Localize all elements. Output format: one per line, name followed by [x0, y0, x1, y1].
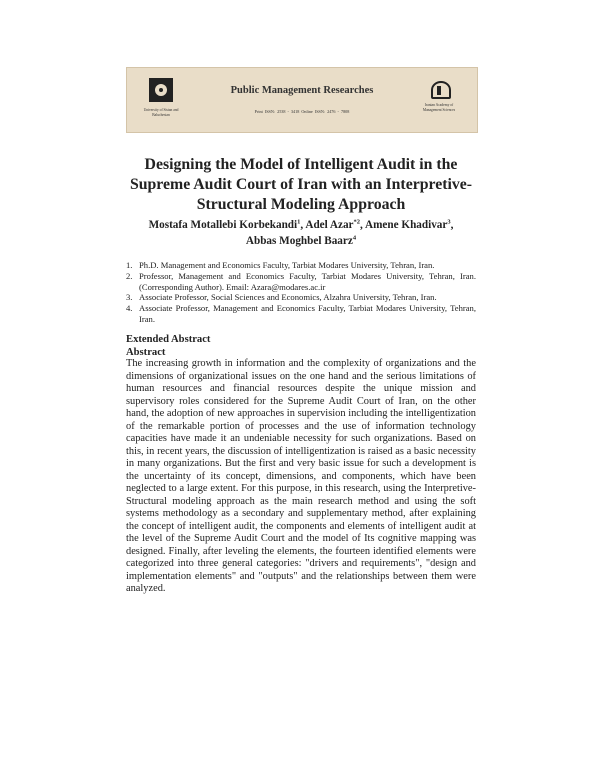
author-list: [126, 218, 476, 249]
affiliation-number: 3.: [126, 292, 133, 303]
author-mark: 1: [297, 218, 301, 226]
author-mark: *2: [353, 218, 361, 226]
affiliation-text: Professor, Management and Economics Faculty, Tarbiat Modares University, Tehran, Iran. (Corresponding Author). Email: Azara@modares.ac.ir: [139, 270, 476, 292]
author-name: Abbas Moghbel Baarz: [245, 234, 353, 247]
affiliation-item: [126, 292, 476, 303]
affiliation-text: Ph.D. Management and Economics Faculty, Tarbiat Modares University, Tehran, Iran.: [139, 260, 435, 270]
subsection-heading: Abstract: [126, 347, 166, 358]
university-logo-text: University of Sistan and Baluchestan: [143, 108, 179, 117]
affiliation-item: [126, 271, 476, 293]
affiliation-number: 2.: [126, 270, 133, 281]
section-heading: Extended Abstract: [126, 334, 211, 345]
issn-line: Print ISSN: 2538 - 3418 Online ISSN: 2476 - 7808: [254, 109, 350, 114]
affiliation-list: [126, 260, 476, 325]
affiliation-item: [126, 303, 476, 325]
author-mark: 3: [447, 218, 451, 226]
author-name: Mostafa Motallebi Korbekandi: [148, 219, 298, 231]
author-name: Adel Azar: [305, 219, 354, 231]
author-separator: ,: [450, 219, 454, 231]
academy-logo: [417, 79, 461, 112]
abstract-text: The increasing growth in information and the complexity of organizations and the dimensions of organizational issues on the one hand and the serious limitations of human resources and financial resources despite the unique mission and supervisory roles considered for the Supreme Audit Court of Iran, on the other hand, the adoption of new approaches in supervision including the intelligentization of the remarkable portion of processes and the use of information technology capacities have made it an undeniable necessity for such organizations. Based on this, in recent years, the discussion of intelligentization is raised as a basic necessity in many organizations. But the first and very basic issue for such a development is the uncertainty of its concept, dimensions, and components, which have been neglected to a large extent. For this purpose, in this research, using the Interpretive-Structural modeling approach as the main research method and using the soft systems methodology as a secondary and supplementary method, after explaining the concept of intelligent audit, the components and elements of intelligent audit at the level of the Supreme Audit Court and the model of Its cognitive mapping was designed. Finally, after leveling the elements, the fourteen identified elements were categorized into three general categories: "drivers and requirements", "design and implementation elements" and "outputs" and the relationships between them were analyzed.: [126, 358, 476, 594]
academy-emblem-icon: [428, 79, 450, 99]
affiliation-item: [126, 260, 476, 271]
paper-title: Designing the Model of Intelligent Audit in the Supreme Audit Court of Iran with an Interpretive-Structural Modeling Approach: [129, 156, 473, 213]
affiliation-number: 4.: [126, 303, 133, 314]
author-separator: ,: [300, 219, 306, 231]
author-mark: 4: [352, 233, 357, 241]
affiliation-text: Associate Professor, Social Sciences and Economics, Alzahra University, Tehran, Iran.: [139, 292, 437, 303]
affiliation-text: Associate Professor, Management and Economics Faculty, Tarbiat Modares University, Tehran, Iran.: [139, 303, 476, 324]
affiliation-number: 1.: [126, 260, 133, 270]
journal-header-banner: [126, 67, 478, 133]
academy-logo-text: Iranian Academy of Management Sciences: [422, 103, 456, 112]
author-separator: ,: [360, 219, 366, 231]
journal-name: Public Management Researches: [230, 85, 374, 96]
author-name: Amene Khadivar: [365, 219, 448, 231]
